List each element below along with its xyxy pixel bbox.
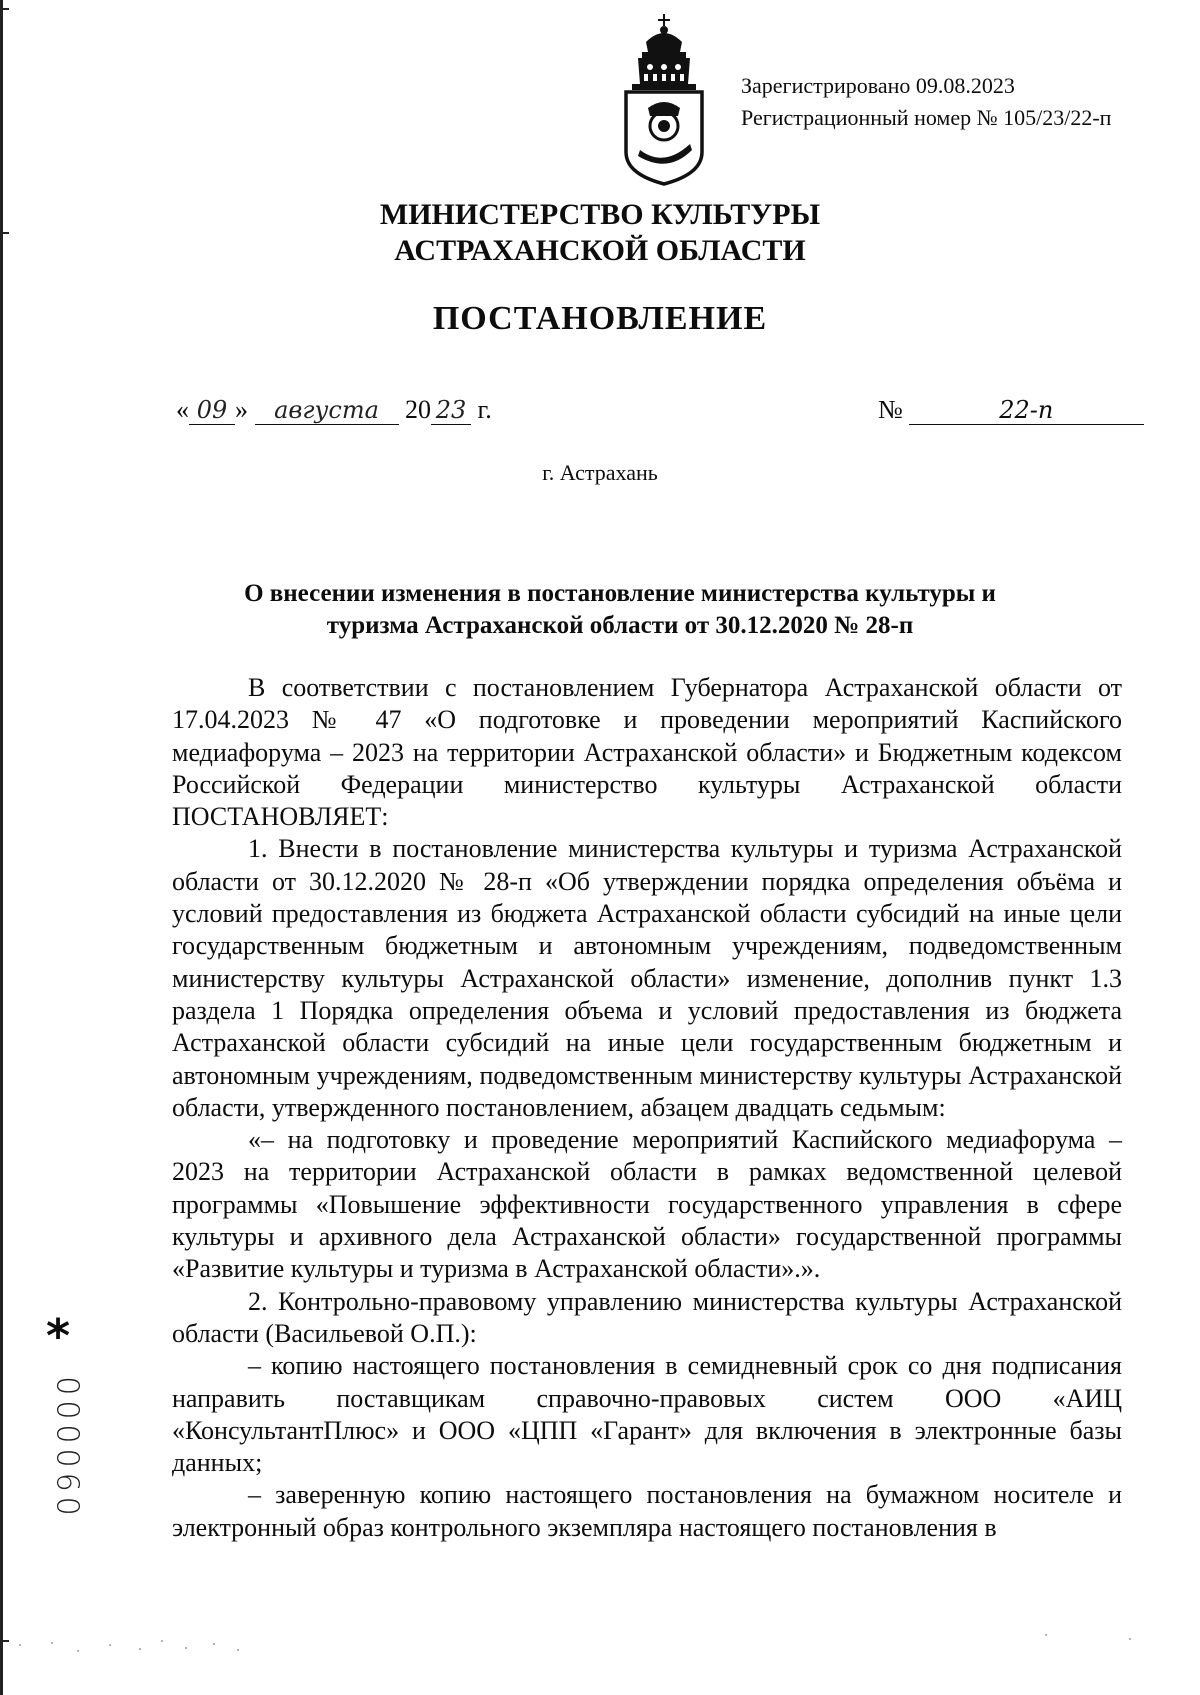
- clause-2-item-paragraph: – копию настоящего постановления в семидневный срок со дня подписания направить поставщикам справочно-правовых систем ООО «АИЦ «КонсультантПлюс» и ООО «ЦПП «Гарант» для включения в электронные базы данных;: [172, 1351, 1122, 1478]
- clause-2-paragraph: 2. Контрольно-правовому управлению министерства культуры Астраханской области (Васильевой О.П.):: [172, 1286, 1122, 1348]
- date-year-unit: г.: [477, 395, 492, 424]
- scan-noise: [0, 1615, 1200, 1695]
- date-open-quote: «: [176, 395, 189, 424]
- document-city: г. Астрахань: [542, 460, 658, 485]
- document-type-title: ПОСТАНОВЛЕНИЕ: [432, 300, 768, 337]
- registration-date: Зарегистрировано 09.08.2023: [741, 73, 1015, 98]
- date-close-quote: »: [235, 395, 248, 424]
- document-body: [172, 672, 1122, 1544]
- ministry-name: [0, 197, 1200, 269]
- document-number: [878, 395, 1144, 425]
- ministry-line: МИНИСТЕРСТВО КУЛЬТУРЫ: [379, 198, 821, 231]
- registration-stamp: [741, 70, 1111, 134]
- ministry-line: АСТРАХАНСКОЙ ОБЛАСТИ: [394, 234, 806, 267]
- document-date: [176, 395, 492, 425]
- page-serial-code: [38, 1309, 94, 1563]
- document-subject: [170, 578, 1070, 642]
- preamble-paragraph: В соответствии с постановлением Губернатора Астраханской области от 17.04.2023 № 47 «О подготовке и проведении мероприятий Каспийского медиафорума – 2023 на территории Астраханской области» и Бюджетным кодексом Российской Федерации министерство культуры Астраханской области ПОСТАНОВЛЯЕТ:: [172, 673, 1122, 832]
- date-day-handwritten: 09: [189, 396, 235, 425]
- serial-digits: 000060: [49, 1376, 85, 1521]
- date-year-handwritten: 23: [431, 396, 471, 425]
- scan-edge-tick: [0, 8, 9, 10]
- number-label: №: [878, 395, 903, 424]
- number-handwritten: 22-п: [909, 396, 1144, 425]
- serial-star: *: [46, 1309, 71, 1363]
- registration-number: Регистрационный номер № 105/23/22-п: [741, 105, 1112, 130]
- date-year-prefix: 20: [405, 395, 431, 424]
- subject-line: О внесении изменения в постановление министерства культуры и: [244, 580, 996, 607]
- coat-of-arms-emblem: [618, 12, 710, 187]
- subject-line: туризма Астраханской области от 30.12.2020 № 28-п: [326, 612, 914, 639]
- date-month-handwritten: августа: [255, 396, 399, 425]
- inserted-text-paragraph: «– на подготовку и проведение мероприятий Каспийского медиафорума – 2023 на территории Астраханской области в рамках ведомственной целевой программы «Повышение эффективности государственного управления в сфере культуры и архивного дела Астраханской области» государственной программы «Развитие культуры и туризма в Астраханской области».».: [172, 1125, 1122, 1284]
- clause-1-paragraph: 1. Внести в постановление министерства культуры и туризма Астраханской области от 30.12.2020 № 28-п «Об утверждении порядка определения объёма и условий предоставления из бюджета Астраханской области субсидий на иные цели государственным бюджетным и автономным учреждениям, подведомственным министерству культуры Астраханской области» изменение, дополнив пункт 1.3 раздела 1 Порядка определения объема и условий предоставления из бюджета Астраханской области субсидий на иные цели государственным бюджетным и автономным учреждениям, подведомственным министерству культуры Астраханской области, утвержденного постановлением, абзацем двадцать седьмым:: [172, 834, 1122, 1122]
- clause-2-item-paragraph: – заверенную копию настоящего постановления на бумажном носителе и электронный образ контрольного экземпляра настоящего постановления в: [172, 1480, 1122, 1542]
